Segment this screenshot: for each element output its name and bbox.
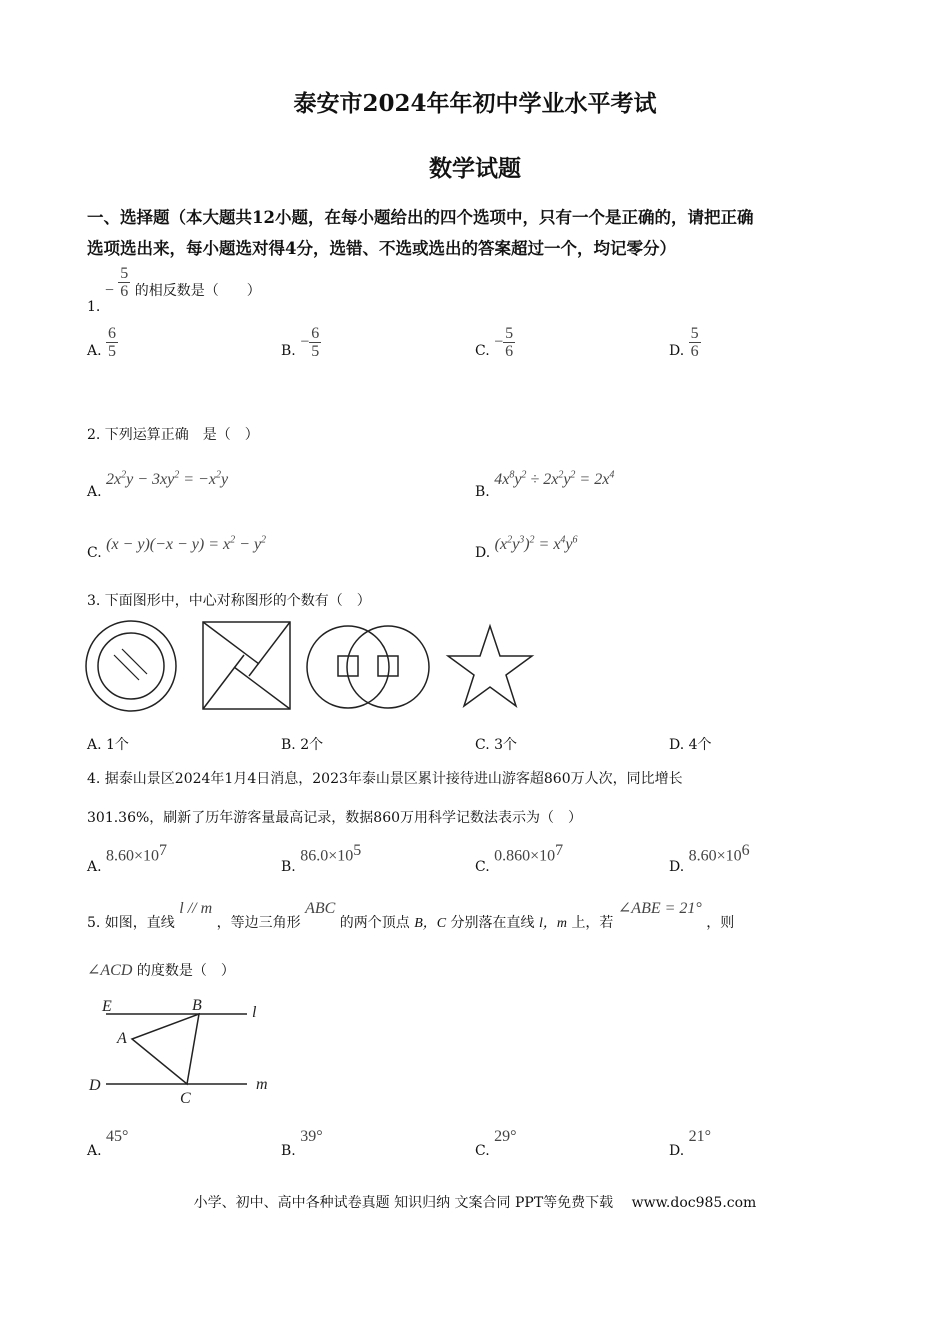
- option-d[interactable]: D. $\frac{5}{6}$: [669, 325, 699, 360]
- option-c[interactable]: C. $0.860\times 10^7$: [475, 842, 564, 875]
- minus-sign: −: [104, 281, 114, 299]
- math-expression: $(x - y)(-x - y) = x^2 - y^2$: [106, 535, 267, 554]
- option-b[interactable]: B. $86.0\times 10^5$: [281, 842, 362, 875]
- option-d[interactable]: D. 21°: [669, 1128, 712, 1159]
- shapes-figure: [84, 620, 544, 715]
- question-1: [87, 265, 261, 315]
- option-a[interactable]: A. $8.60\times 10^7$: [87, 842, 168, 875]
- option-d[interactable]: D. 4个: [669, 737, 712, 753]
- math-expression: $4x^8y^2 \div 2x^2y^2 = 2x^4$: [494, 470, 615, 489]
- pinwheel-square-shape: [203, 622, 290, 709]
- option-a[interactable]: A. $2x^2y - 3xy^2 = -x^2y$: [87, 470, 229, 501]
- question-4-line1: 4. 据泰山景区2024年1月4日消息，2023年泰山景区累计接待进山游客超860万人次，同比增长: [87, 771, 683, 787]
- question-3-stem: 3. 下面图形中，中心对称图形的个数有（ ）: [87, 593, 371, 609]
- option-b[interactable]: B. 2个: [281, 737, 324, 753]
- geometry-figure: [84, 993, 284, 1108]
- question-number: 1.: [87, 298, 101, 315]
- circle-slash-shape: [86, 621, 176, 711]
- option-d[interactable]: D. $8.60\times 10^6$: [669, 842, 750, 875]
- option-d[interactable]: D. $(x^2y^3)^2 = x^4y^6$: [475, 535, 578, 562]
- label-b: B: [192, 997, 202, 1014]
- exam-title: 泰安市2024年年初中学业水平考试: [293, 90, 657, 117]
- option-b[interactable]: B. − $\frac{6}{5}$: [281, 325, 320, 360]
- option-c[interactable]: C. 29°: [475, 1128, 517, 1159]
- question-5-line1: 5. 如图，直线 l // m ，等边三角形 ABC 的两个顶点 B，C 分别落在直线 l，m 上，若 ∠ABE = 21° ，则: [87, 900, 735, 931]
- star-shape: [448, 626, 532, 706]
- label-l: l: [252, 1004, 257, 1021]
- question-5-line2: ∠ACD 的度数是（ ）: [87, 962, 235, 979]
- question-text: 的相反数是（ ）: [134, 282, 261, 299]
- option-b[interactable]: B. $4x^8y^2 \div 2x^2y^2 = 2x^4$: [475, 470, 615, 501]
- option-a[interactable]: A. $\frac{6}{5}$: [87, 325, 117, 360]
- triangle-abc: [132, 1014, 199, 1084]
- label-c: C: [180, 1090, 191, 1107]
- option-c[interactable]: C. 3个: [475, 737, 518, 753]
- fraction: $\frac{5}{6}$: [120, 265, 129, 300]
- option-b[interactable]: B. 39°: [281, 1128, 323, 1159]
- label-a: A: [117, 1030, 127, 1047]
- math-expression: $(x^2y^3)^2 = x^4y^6$: [494, 535, 578, 554]
- exam-subtitle: 数学试题: [429, 155, 521, 182]
- option-a[interactable]: A. 1个: [87, 737, 129, 753]
- math-expression: $2x^2y - 3xy^2 = -x^2y$: [106, 470, 229, 489]
- page-footer: 小学、初中、高中各种试卷真题 知识归纳 文案合同 PPT等免费下载 www.doc985.com: [193, 1195, 757, 1211]
- section-header-line1: 一、选择题（本大题共12小题，在每小题给出的四个选项中，只有一个是正确的，请把正确: [87, 208, 754, 227]
- interlocking-coins-shape: [307, 626, 429, 708]
- section-header-line2: 选项选出来，每小题选对得4分，选错、不选或选出的答案超过一个，均记零分）: [87, 239, 676, 258]
- label-e: E: [102, 998, 112, 1015]
- option-c[interactable]: C. − $\frac{5}{6}$: [475, 325, 514, 360]
- question-2-stem: 2. 下列运算正确 是（ ）: [87, 427, 259, 443]
- label-m: m: [256, 1076, 268, 1093]
- option-c[interactable]: C. $(x - y)(-x - y) = x^2 - y^2$: [87, 535, 267, 562]
- question-4-line2: 301.36%，刷新了历年游客量最高记录，数据860万用科学记数法表示为（ ）: [87, 810, 583, 826]
- option-a[interactable]: A. 45°: [87, 1128, 129, 1159]
- label-d: D: [89, 1077, 101, 1094]
